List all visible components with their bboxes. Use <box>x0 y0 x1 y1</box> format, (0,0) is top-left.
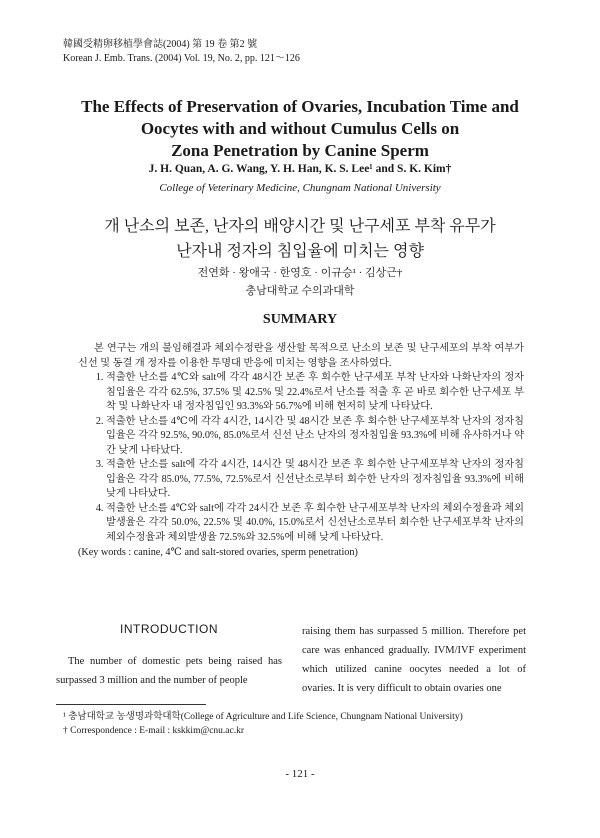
affiliation: College of Veterinary Medicine, Chungnam National University <box>159 182 441 194</box>
korean-title-line-2: 난자내 정자의 침입율에 미치는 영향 <box>176 243 424 260</box>
introduction-heading: INTRODUCTION <box>120 622 218 636</box>
introduction-right-column <box>302 622 526 698</box>
page-number: - 121 - <box>285 768 315 780</box>
journal-line-korean: 韓國受精卵移植學會誌(2004) 第 19 卷 第2 號 <box>63 39 258 50</box>
summary-intro: 본 연구는 개의 불임해결과 체외수정란을 생산할 목적으로 난소의 보존 및 난구세포의 부착 여부가 신선 및 동결 개 정자를 이용한 투명대 반응에 미치는 영향을 조사하였다. <box>78 343 524 369</box>
summary-body <box>78 342 524 561</box>
introduction-paragraph: The number of domestic pets being raised has surpassed 3 million and the number of people <box>56 656 282 686</box>
journal-header <box>63 38 300 66</box>
footnote-correspondence: † Correspondence : E-mail : kskkim@cnu.ac.kr <box>63 726 245 736</box>
summary-findings-list <box>78 371 524 545</box>
summary-item: 1. 적출한 난소를 4℃와 salt에 각각 48시간 보존 후 회수한 난구세포 부착 난자와 나화난자의 정자침입율은 각각 62.5%, 37.5% 및 42.5% 및 22.4%로서 난소를 적출 후 곧 바로 회수한 난구세포 부착 및 나화난자 내 정자침입인 93.3%와 56.7%에 비해 현저히 낮게 나타났다. <box>106 371 524 415</box>
footnote-affiliation: ¹ 충남대학교 농생명과학대학(College of Agriculture and Life Science, Chungnam National University) <box>63 712 463 722</box>
journal-line-english: Korean J. Emb. Trans. (2004) Vol. 19, No. 2, pp. 121～126 <box>63 53 300 64</box>
korean-author-list: 전연화 · 왕애국 · 한영호 · 이규승¹ · 김상근† <box>197 267 403 279</box>
author-list: J. H. Quan, A. G. Wang, Y. H. Han, K. S. Lee¹ and S. K. Kim† <box>148 163 452 175</box>
title-line-3: Zona Penetration by Canine Sperm <box>171 141 429 160</box>
title-line-1: The Effects of Preservation of Ovaries, Incubation Time and <box>81 97 519 116</box>
paper-title <box>40 96 560 162</box>
title-line-2: Oocytes with and without Cumulus Cells on <box>140 119 460 138</box>
keywords: (Key words : canine, 4℃ and salt-stored ovaries, sperm penetration) <box>78 547 358 558</box>
korean-title <box>40 214 560 264</box>
introduction-left-column <box>56 652 282 690</box>
summary-item: 4. 적출한 난소를 4℃와 salt에 각각 24시간 보존 후 회수한 난구세포부착 난자의 체외수정율과 체외발생율은 각각 50.0%, 22.5% 및 40.0%, 15.0%로서 신선난소로부터 회수한 난구세포부착 난자의 체외수정율과 체외발생율 72.5%와 32.5%에 비해 낮게 나타났다. <box>106 502 524 546</box>
korean-affiliation: 충남대학교 수의과대학 <box>245 285 355 297</box>
summary-item: 3. 적출한 난소를 salt에 각각 4시간, 14시간 및 48시간 보존 후 회수한 난구세포부착 난자의 정자침입율은 각각 85.0%, 77.5%, 72.5%로서 신선난소로부터 회수한 난자의 정자침입율 93.3%에 비해 낮게 나타났다. <box>106 458 524 502</box>
korean-title-line-1: 개 난소의 보존, 난자의 배양시간 및 난구세포 부착 유무가 <box>104 218 496 235</box>
introduction-paragraph-continued: raising them has surpassed 5 million. Therefore pet care was enhanced gradually. IVM/IVF experiment which utilized canine oocytes needed a lot of ovaries. It is very difficult to obtain ovaries one <box>302 626 526 694</box>
summary-heading: SUMMARY <box>262 312 338 327</box>
summary-item: 2. 적출한 난소를 4℃에 각각 4시간, 14시간 및 48시간 보존 후 회수한 난구세포부착 난자의 정자침입율은 각각 92.5%, 90.0%, 85.0%로서 신선 난소 난자의 정자침입율 93.3%에 비해 유사하거나 약간 낮게 나타났다. <box>106 415 524 459</box>
footnotes <box>63 710 543 738</box>
footnote-divider <box>56 704 206 705</box>
